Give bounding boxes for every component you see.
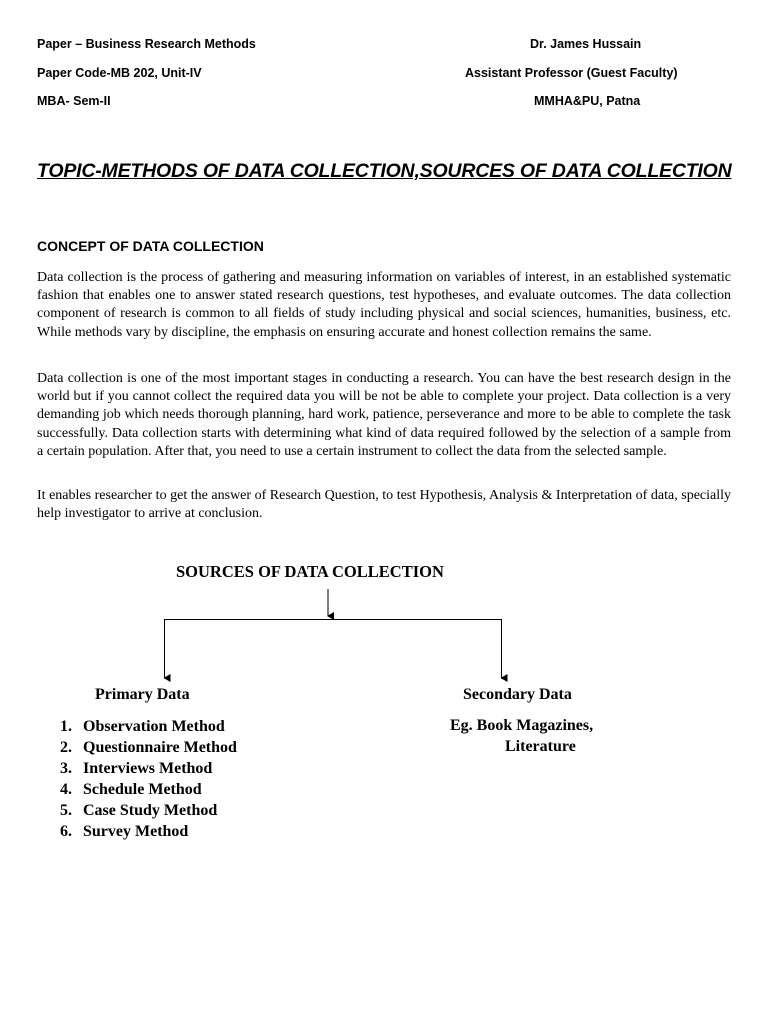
list-item: 1. Observation Method xyxy=(60,718,225,735)
list-item: 4. Schedule Method xyxy=(60,781,202,798)
list-item: 3. Interviews Method xyxy=(60,760,213,777)
paragraph-benefits: It enables researcher to get the answer of Research Question, to test Hypothesis, Analysis & Interpretation of data, specially help investigator to arrive at conclusion. xyxy=(37,488,731,522)
list-item: 2. Questionnaire Method xyxy=(60,739,237,756)
paragraph-definition: Data collection is the process of gathering and measuring information on variables of interest, in an established systematic fashion that enables one to answer stated research questions, test hypotheses, and evaluate outcomes. The data collection component of research is common to all fields of study including physical and social sciences, humanities, business, etc. While methods vary by discipline, the emphasis on ensuring accurate and honest collection remains the same. xyxy=(37,270,731,340)
list-item: 5. Case Study Method xyxy=(60,802,218,819)
header-author: Dr. James Hussain xyxy=(530,37,642,51)
diagram-title: SOURCES OF DATA COLLECTION xyxy=(176,562,444,581)
topic-title: TOPIC-METHODS OF DATA COLLECTION,SOURCES OF DATA COLLECTION xyxy=(37,160,732,182)
secondary-example-line-2: Literature xyxy=(505,738,576,755)
header-designation: Assistant Professor (Guest Faculty) xyxy=(465,66,678,80)
list-item: 6. Survey Method xyxy=(60,823,189,840)
section-heading-concept: CONCEPT OF DATA COLLECTION xyxy=(37,238,264,254)
paragraph-importance: Data collection is one of the most important stages in conducting a research. You can have the best research design in the world but if you cannot collect the required data you will be not be able to complete your project. Data collection is a very demanding job which needs thorough planning, hard work, patience, perseverance and more to be able to complete the task successfully. Data collection starts with determining what kind of data required followed by the selection of a sample from a certain population. After that, you need to use a certain instrument to collect the data from the selected sample. xyxy=(37,371,731,459)
header-institution: MMHA&PU, Patna xyxy=(534,94,641,108)
header-paper-title: Paper – Business Research Methods xyxy=(37,37,256,51)
secondary-data-label: Secondary Data xyxy=(463,686,572,703)
header-paper-code: Paper Code-MB 202, Unit-IV xyxy=(37,66,202,80)
header-semester: MBA- Sem-II xyxy=(37,94,111,108)
primary-methods-list xyxy=(60,716,237,842)
secondary-example-line-1: Eg. Book Magazines, xyxy=(450,717,594,734)
primary-data-label: Primary Data xyxy=(95,686,190,703)
